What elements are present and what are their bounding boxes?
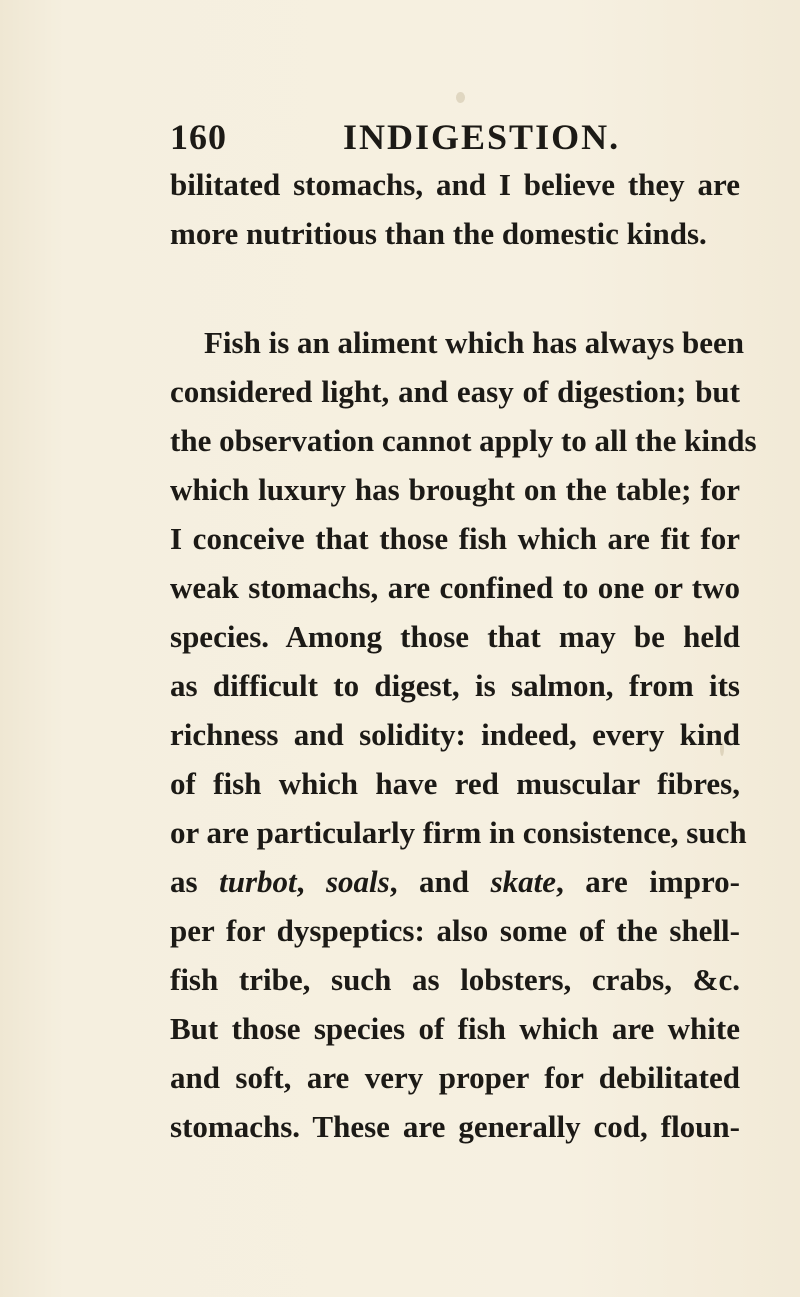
text-fragment: , are impro- (556, 864, 741, 899)
italic-word-soals: soals (325, 864, 390, 899)
text-line: or are particularly firm in consistence, such (170, 815, 747, 850)
paragraph-continuation (170, 160, 740, 258)
text-line-with-italics (170, 857, 740, 906)
text-fragment: , and (389, 864, 491, 899)
text-line: Fish is an aliment which has always been (204, 325, 745, 360)
text-line: per for dyspeptics: also some of the shell- (170, 913, 740, 948)
text-line: as difficult to digest, is salmon, from its (170, 668, 740, 703)
text-line: stomachs. These are generally cod, floun- (170, 1109, 740, 1144)
text-line: of fish which have red muscular fibres, (170, 766, 740, 801)
text-line: I conceive that those fish which are fit for (170, 521, 740, 556)
text-line: which luxury has brought on the table; for (170, 472, 740, 507)
page-number: 160 (170, 117, 227, 157)
text-line: the observation cannot apply to all the kinds (170, 423, 757, 458)
text-line: species. Among those that may be held (170, 619, 740, 654)
text-line: richness and solidity: indeed, every kind (170, 717, 740, 752)
page-header (170, 116, 660, 160)
italic-word-turbot: turbot (219, 864, 297, 899)
text-line: fish tribe, such as lobsters, crabs, &c. (170, 962, 740, 997)
italic-word-skate: skate (490, 864, 556, 899)
text-line: weak stomachs, are confined to one or two (170, 570, 740, 605)
text-line: more nutritious than the domestic kinds. (170, 216, 707, 251)
text-fragment: as (170, 864, 220, 899)
text-line: and soft, are very proper for debilitated (170, 1060, 740, 1095)
paragraph-fish (170, 318, 757, 1151)
text-line: considered light, and easy of digestion; but (170, 374, 740, 409)
text-line: But those species of fish which are white (170, 1011, 740, 1046)
text-line: bilitated stomachs, and I believe they are (170, 167, 740, 202)
paper-blemish (456, 92, 465, 103)
text-fragment: , (296, 864, 326, 899)
running-head: INDIGESTION. (343, 117, 621, 157)
